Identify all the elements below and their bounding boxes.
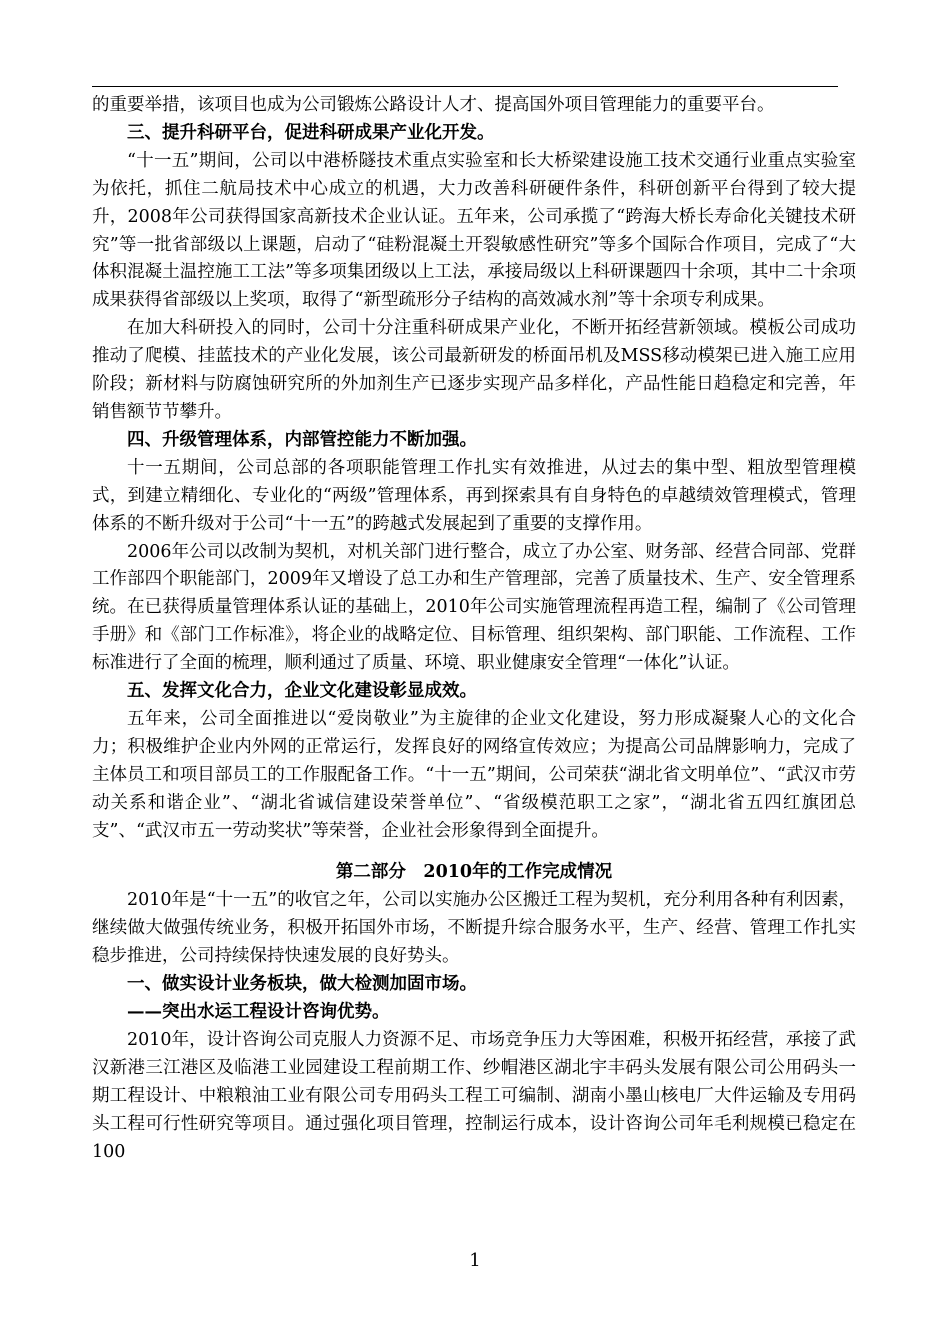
- document-body: [92, 92, 856, 1166]
- section-heading-5: 五、发挥文化合力，企业文化建设彰显成效。: [127, 681, 477, 702]
- paragraph: 2010年，设计咨询公司克服人力资源不足、市场竞争压力大等困难，积极开拓经营，承接了武汉新港三江港区及临港工业园建设工程前期工作、纱帽港区湖北宇丰码头发展有限公司公用码头一期工程设计、中粮粮油工业有限公司专用码头工程工可编制、湖南小墨山核电厂大件运输及专用码头工程可行性研究等项目。通过强化项目管理，控制运行成本，设计咨询公司年毛利规模已稳定在100: [92, 1029, 856, 1162]
- paragraph: 2006年公司以改制为契机，对机关部门进行整合，成立了办公室、财务部、经营合同部、党群工作部四个职能部门，2009年又增设了总工办和生产管理部，完善了质量技术、生产、安全管理系统。在已获得质量管理体系认证的基础上，2010年公司实施管理流程再造工程，编制了《公司管理手册》和《部门工作标准》，将企业的战略定位、目标管理、组织架构、部门职能、工作流程、工作标准进行了全面的梳理，顺利通过了质量、环境、职业健康安全管理“一体化”认证。: [92, 541, 856, 674]
- paragraph: 十一五期间，公司总部的各项职能管理工作扎实有效推进，从过去的集中型、粗放型管理模式，到建立精细化、专业化的“两级”管理体系，再到探索具有自身特色的卓越绩效管理模式，管理体系的不断升级对于公司“十一五”的跨越式发展起到了重要的支撑作用。: [92, 457, 856, 534]
- page-number: 1: [469, 1250, 481, 1271]
- part-title: 第二部分 2010年的工作完成情况: [335, 862, 613, 883]
- paragraph: 2010年是“十一五”的收官之年，公司以实施办公区搬迁工程为契机，充分利用各种有利因素，继续做大做强传统业务，积极开拓国外市场，不断提升综合服务水平，生产、经营、管理工作扎实稳步推进，公司持续保持快速发展的良好势头。: [92, 890, 856, 967]
- section-heading-3: 三、提升科研平台，促进科研成果产业化开发。: [127, 122, 495, 143]
- paragraph-continuation: 的重要举措，该项目也成为公司锻炼公路设计人才、提高国外项目管理能力的重要平台。: [92, 95, 775, 115]
- subsection-heading: ——突出水运工程设计咨询优势。: [127, 1002, 390, 1022]
- paragraph: 五年来，公司全面推进以“爱岗敬业”为主旋律的企业文化建设，努力形成凝聚人心的文化合力；积极维护企业内外网的正常运行，发挥良好的网络宣传效应；为提高公司品牌影响力，完成了主体员工和项目部员工的工作服配备工作。“十一五”期间，公司荣获“湖北省文明单位”、“武汉市劳动关系和谐企业”、“湖北省诚信建设荣誉单位”、“省级模范职工之家”，“湖北省五四红旗团总支”、“武汉市五一劳动奖状”等荣誉，企业社会形象得到全面提升。: [92, 708, 856, 841]
- section-heading-1: 一、做实设计业务板块，做大检测加固市场。: [127, 974, 477, 995]
- paragraph: 在加大科研投入的同时，公司十分注重科研成果产业化，不断开拓经营新领域。模板公司成功推动了爬模、挂蓝技术的产业化发展，该公司最新研发的桥面吊机及MSS移动模架已进入施工应用阶段；新材料与防腐蚀研究所的外加剂生产已逐步实现产品多样化，产品性能日趋稳定和完善，年销售额节节攀升。: [92, 318, 856, 422]
- paragraph: “十一五”期间，公司以中港桥隧技术重点实验室和长大桥梁建设施工技术交通行业重点实验室为依托，抓住二航局技术中心成立的机遇，大力改善科研硬件条件，科研创新平台得到了较大提升，2008年公司获得国家高新技术企业认证。五年来，公司承揽了“跨海大桥长寿命化关键技术研究”等一批省部级以上课题，启动了“硅粉混凝土开裂敏感性研究”等多个国际合作项目，完成了“大体积混凝土温控施工工法”等多项集团级以上工法，承接局级以上科研课题四十余项，其中二十余项成果获得省部级以上奖项，取得了“新型疏形分子结构的高效减水剂”等十余项专利成果。: [92, 150, 856, 311]
- header-rule: [92, 86, 838, 87]
- section-heading-4: 四、升级管理体系，内部管控能力不断加强。: [127, 429, 477, 450]
